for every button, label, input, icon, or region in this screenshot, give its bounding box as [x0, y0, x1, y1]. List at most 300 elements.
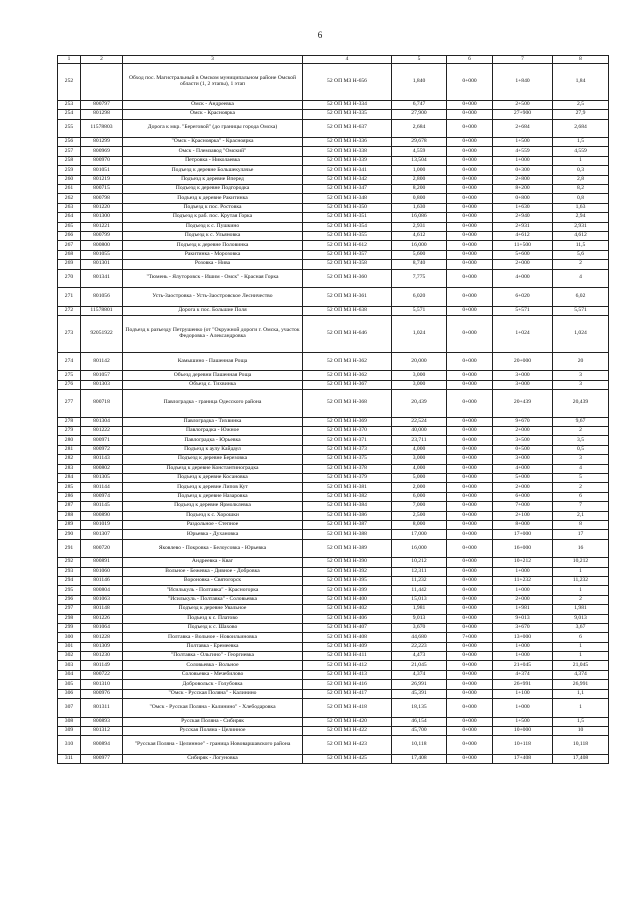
road-name-cell: Камышино - Пашенная Роща	[123, 352, 303, 371]
row-number-cell: 271	[58, 288, 81, 307]
road-code-cell: 52 ОП МЗ Н-348	[303, 194, 392, 203]
road-code-cell: 52 ОП МЗ Н-373	[303, 445, 392, 454]
length-cell: 20,439	[392, 390, 447, 418]
length-cell: 2,800	[392, 175, 447, 184]
row-number-cell: 308	[58, 717, 81, 726]
road-code-cell: 52 ОП МЗ Н-395	[303, 576, 392, 585]
table-row	[58, 222, 609, 231]
end-km-cell: 1+500	[493, 138, 553, 147]
road-name-cell: Русская Поляна - Целинное	[123, 726, 303, 735]
start-km-cell: 0+000	[447, 642, 493, 651]
row-number-cell: 276	[58, 380, 81, 389]
length-cell: 27,900	[392, 110, 447, 119]
start-km-cell: 0+000	[447, 445, 493, 454]
total-km-cell: 1	[553, 652, 609, 661]
road-name-cell: Подъезд к деревне Вперед	[123, 175, 303, 184]
end-km-cell: 2+000	[493, 595, 553, 604]
end-km-cell: 8+000	[493, 520, 553, 529]
end-km-cell: 17+000	[493, 530, 553, 539]
total-km-cell: 6	[553, 633, 609, 642]
length-cell: 18,135	[392, 699, 447, 718]
length-cell: 1,000	[392, 166, 447, 175]
total-km-cell: 3,67	[553, 623, 609, 632]
table-row	[58, 605, 609, 614]
road-code-cell: 52 ОП МЗ Н-638	[303, 306, 392, 315]
table-row	[58, 213, 609, 222]
road-code-cell: 52 ОП МЗ Н-416	[303, 680, 392, 689]
start-km-cell: 0+000	[447, 380, 493, 389]
road-id-cell: 801220	[81, 203, 123, 212]
road-id-cell: 801221	[81, 222, 123, 231]
start-km-cell: 0+000	[447, 464, 493, 473]
length-cell: 17,000	[392, 530, 447, 539]
total-km-cell: 1	[553, 699, 609, 718]
start-km-cell: 0+000	[447, 539, 493, 558]
table-row	[58, 567, 609, 576]
end-km-cell: 1+500	[493, 717, 553, 726]
table-row	[58, 633, 609, 642]
length-cell: 11,442	[392, 586, 447, 595]
start-km-cell: 0+000	[447, 166, 493, 175]
start-km-cell: 0+000	[447, 670, 493, 679]
row-number-cell: 277	[58, 390, 81, 418]
end-km-cell: 4+374	[493, 670, 553, 679]
road-name-cell: Объезд деревни Пашенная Роща	[123, 371, 303, 380]
road-id-cell: 800893	[81, 717, 123, 726]
table-row	[58, 175, 609, 184]
table-row	[58, 539, 609, 558]
start-km-cell: 0+000	[447, 119, 493, 138]
length-cell: 4,612	[392, 231, 447, 240]
length-cell: 8,740	[392, 260, 447, 269]
table-row	[58, 306, 609, 315]
road-name-cell: Юрьевка - Духановка	[123, 530, 303, 539]
row-number-cell: 305	[58, 680, 81, 689]
road-code-cell: 52 ОП МЗ Н-390	[303, 558, 392, 567]
start-km-cell: 0+000	[447, 110, 493, 119]
table-header-row	[58, 56, 609, 64]
total-km-cell: 4	[553, 269, 609, 288]
road-code-cell: 52 ОП МЗ Н-417	[303, 689, 392, 698]
start-km-cell: 0+000	[447, 567, 493, 576]
road-id-cell: 801228	[81, 633, 123, 642]
table-row	[58, 64, 609, 101]
road-id-cell: 801312	[81, 726, 123, 735]
length-cell: 1,024	[392, 315, 447, 352]
start-km-cell: 0+000	[447, 473, 493, 482]
table-row	[58, 530, 609, 539]
road-name-cell: Подъезд к деревне Березовка	[123, 455, 303, 464]
road-code-cell: 52 ОП МЗ Н-389	[303, 539, 392, 558]
road-id-cell: 801230	[81, 652, 123, 661]
table-row	[58, 241, 609, 250]
total-km-cell: 9,013	[553, 614, 609, 623]
road-id-cell: 801341	[81, 269, 123, 288]
road-code-cell: 52 ОП МЗ Н-347	[303, 185, 392, 194]
road-code-cell: 52 ОП МЗ Н-368	[303, 390, 392, 418]
table-row	[58, 736, 609, 755]
road-code-cell: 52 ОП МЗ Н-646	[303, 315, 392, 352]
end-km-cell: 20+439	[493, 390, 553, 418]
road-id-cell: 801299	[81, 138, 123, 147]
end-km-cell: 4+000	[493, 464, 553, 473]
total-km-cell: 3	[553, 455, 609, 464]
total-km-cell: 8,2	[553, 185, 609, 194]
start-km-cell: 0+000	[447, 231, 493, 240]
table-row	[58, 754, 609, 763]
road-code-cell: 52 ОП МЗ Н-387	[303, 520, 392, 529]
total-km-cell: 27,9	[553, 110, 609, 119]
row-number-cell: 259	[58, 166, 81, 175]
row-number-cell: 301	[58, 642, 81, 651]
end-km-cell: 11+500	[493, 241, 553, 250]
row-number-cell: 264	[58, 213, 81, 222]
road-id-cell: 801064	[81, 623, 123, 632]
road-id-cell: 801144	[81, 483, 123, 492]
road-name-cell: Сибиряк - Логуновка	[123, 754, 303, 763]
road-id-cell: 801143	[81, 455, 123, 464]
road-id-cell: 11578801	[81, 306, 123, 315]
start-km-cell: 0+000	[447, 194, 493, 203]
end-km-cell: 9+013	[493, 614, 553, 623]
total-km-cell: 7	[553, 502, 609, 511]
row-number-cell: 279	[58, 427, 81, 436]
end-km-cell: 4+612	[493, 231, 553, 240]
length-cell: 1,840	[392, 64, 447, 101]
table-row	[58, 288, 609, 307]
total-km-cell: 10,212	[553, 558, 609, 567]
table-row	[58, 726, 609, 735]
end-km-cell: 20+000	[493, 352, 553, 371]
total-km-cell: 10	[553, 726, 609, 735]
road-id-cell: 92051922	[81, 315, 123, 352]
end-km-cell: 1+000	[493, 567, 553, 576]
row-number-cell: 283	[58, 464, 81, 473]
table-row	[58, 269, 609, 288]
row-number-cell: 280	[58, 436, 81, 445]
road-name-cell: Подъезд к деревне Подгородка	[123, 185, 303, 194]
start-km-cell: 0+000	[447, 269, 493, 288]
road-name-cell: Подъезд к разъезду Петрушенко (от "Окружной дороги г. Омска, участок Федоровка - Александровка	[123, 315, 303, 352]
length-cell: 6,020	[392, 288, 447, 307]
table-row	[58, 717, 609, 726]
length-cell: 6,000	[392, 492, 447, 501]
end-km-cell: 1+024	[493, 315, 553, 352]
total-km-cell: 11,232	[553, 576, 609, 585]
start-km-cell: 0+000	[447, 260, 493, 269]
road-name-cell: Павлоградка - Юрьевка	[123, 436, 303, 445]
total-km-cell: 4,374	[553, 670, 609, 679]
total-km-cell: 2,5	[553, 100, 609, 109]
start-km-cell: 0+000	[447, 427, 493, 436]
length-cell: 2,684	[392, 119, 447, 138]
length-cell: 2,931	[392, 222, 447, 231]
table-row	[58, 352, 609, 371]
road-id-cell: 801298	[81, 110, 123, 119]
end-km-cell: 10+000	[493, 726, 553, 735]
header-cell: 3	[123, 56, 303, 64]
end-km-cell: 3+500	[493, 436, 553, 445]
total-km-cell: 5	[553, 473, 609, 482]
total-km-cell: 2	[553, 595, 609, 604]
row-number-cell: 285	[58, 483, 81, 492]
start-km-cell: 0+000	[447, 315, 493, 352]
end-km-cell: 13+000	[493, 633, 553, 642]
row-number-cell: 265	[58, 222, 81, 231]
row-number-cell: 256	[58, 138, 81, 147]
road-id-cell: 801305	[81, 473, 123, 482]
table-row	[58, 185, 609, 194]
length-cell: 10,118	[392, 736, 447, 755]
length-cell: 13,504	[392, 156, 447, 165]
end-km-cell: 9+670	[493, 417, 553, 426]
start-km-cell: 0+000	[447, 147, 493, 156]
row-number-cell: 303	[58, 661, 81, 670]
length-cell: 1,981	[392, 605, 447, 614]
start-km-cell: 0+000	[447, 530, 493, 539]
road-id-cell: 801051	[81, 166, 123, 175]
road-name-cell: Подъезд к с. Шахово	[123, 623, 303, 632]
end-km-cell: 5+571	[493, 306, 553, 315]
end-km-cell: 5+000	[493, 473, 553, 482]
road-name-cell: Ракитинка - Морозовка	[123, 250, 303, 259]
table-row	[58, 558, 609, 567]
road-id-cell: 801142	[81, 352, 123, 371]
end-km-cell: 3+000	[493, 455, 553, 464]
table-row	[58, 455, 609, 464]
road-code-cell: 52 ОП МЗ Н-408	[303, 633, 392, 642]
start-km-cell: 0+000	[447, 390, 493, 418]
road-name-cell: Вольное - Бежевка - Дивное - Добровка	[123, 567, 303, 576]
start-km-cell: 0+000	[447, 717, 493, 726]
road-code-cell: 52 ОП МЗ Н-371	[303, 436, 392, 445]
end-km-cell: 3+000	[493, 380, 553, 389]
row-number-cell: 281	[58, 445, 81, 454]
start-km-cell: 0+000	[447, 455, 493, 464]
table-row	[58, 138, 609, 147]
road-name-cell: Петровка - Николаевка	[123, 156, 303, 165]
road-code-cell: 52 ОП МЗ Н-335	[303, 110, 392, 119]
start-km-cell: 0+000	[447, 352, 493, 371]
road-name-cell: Усть-Заостровка - Усть-Заостровское Лесничество	[123, 288, 303, 307]
end-km-cell: 6+020	[493, 288, 553, 307]
table-row	[58, 623, 609, 632]
road-id-cell: 800802	[81, 464, 123, 473]
row-number-cell: 294	[58, 576, 81, 585]
end-km-cell: 2+000	[493, 427, 553, 436]
length-cell: 9,013	[392, 614, 447, 623]
road-name-cell: Подъезд к деревне Ярмолклевка	[123, 502, 303, 511]
total-km-cell: 4,612	[553, 231, 609, 240]
length-cell: 3,000	[392, 455, 447, 464]
header-cell: 2	[81, 56, 123, 64]
table-row	[58, 119, 609, 138]
road-id-cell: 800971	[81, 436, 123, 445]
table-row	[58, 586, 609, 595]
road-id-cell: 800798	[81, 194, 123, 203]
road-id-cell: 801304	[81, 417, 123, 426]
road-name-cell: Розовка - Нива	[123, 260, 303, 269]
road-code-cell: 52 ОП МЗ Н-402	[303, 605, 392, 614]
start-km-cell: 0+000	[447, 576, 493, 585]
row-number-cell: 290	[58, 530, 81, 539]
total-km-cell: 1	[553, 586, 609, 595]
row-number-cell: 293	[58, 567, 81, 576]
length-cell: 3,000	[392, 380, 447, 389]
end-km-cell: 27+900	[493, 110, 553, 119]
road-name-cell: Подъезд к деревне Назаровка	[123, 492, 303, 501]
road-code-cell: 52 ОП МЗ Н-612	[303, 241, 392, 250]
start-km-cell: 0+000	[447, 680, 493, 689]
end-km-cell: 3+670	[493, 623, 553, 632]
start-km-cell: 7+000	[447, 633, 493, 642]
road-name-cell: Омск - Племзавод "Омский"	[123, 147, 303, 156]
start-km-cell: 0+000	[447, 222, 493, 231]
row-number-cell: 284	[58, 473, 81, 482]
total-km-cell: 2,931	[553, 222, 609, 231]
row-number-cell: 270	[58, 269, 81, 288]
road-id-cell: 801019	[81, 520, 123, 529]
road-code-cell: 52 ОП МЗ Н-388	[303, 530, 392, 539]
header-cell: 1	[58, 56, 81, 64]
road-code-cell: 52 ОП МЗ Н-367	[303, 380, 392, 389]
end-km-cell: 8+200	[493, 185, 553, 194]
end-km-cell: 1+100	[493, 689, 553, 698]
end-km-cell: 2+940	[493, 213, 553, 222]
road-code-cell: 52 ОП МЗ Н-384	[303, 502, 392, 511]
header-cell: 6	[447, 56, 493, 64]
total-km-cell: 6,02	[553, 288, 609, 307]
page-number: 6	[317, 30, 323, 40]
total-km-cell: 2	[553, 483, 609, 492]
start-km-cell: 0+000	[447, 614, 493, 623]
road-code-cell: 52 ОП МЗ Н-425	[303, 754, 392, 763]
road-id-cell: 801149	[81, 661, 123, 670]
road-id-cell: 800970	[81, 156, 123, 165]
start-km-cell: 0+000	[447, 138, 493, 147]
total-km-cell: 26,991	[553, 680, 609, 689]
start-km-cell: 0+000	[447, 100, 493, 109]
end-km-cell: 1+000	[493, 652, 553, 661]
road-id-cell: 801145	[81, 502, 123, 511]
header-cell: 5	[392, 56, 447, 64]
start-km-cell: 0+000	[447, 250, 493, 259]
table-row	[58, 156, 609, 165]
length-cell: 4,000	[392, 445, 447, 454]
total-km-cell: 8	[553, 520, 609, 529]
road-code-cell: 52 ОП МЗ Н-392	[303, 567, 392, 576]
road-name-cell: Подъезд к деревне Половинка	[123, 241, 303, 250]
total-km-cell: 3	[553, 380, 609, 389]
start-km-cell: 0+000	[447, 623, 493, 632]
length-cell: 44,680	[392, 633, 447, 642]
road-code-cell: 52 ОП МЗ Н-360	[303, 269, 392, 288]
end-km-cell: 1+630	[493, 203, 553, 212]
road-name-cell: Раздольное - Степное	[123, 520, 303, 529]
length-cell: 22,223	[392, 642, 447, 651]
length-cell: 4,374	[392, 670, 447, 679]
end-km-cell: 4+000	[493, 269, 553, 288]
table-row	[58, 203, 609, 212]
length-cell: 11,232	[392, 576, 447, 585]
header-cell: 7	[493, 56, 553, 64]
row-number-cell: 295	[58, 586, 81, 595]
total-km-cell: 0,8	[553, 194, 609, 203]
start-km-cell: 0+000	[447, 586, 493, 595]
row-number-cell: 307	[58, 699, 81, 718]
road-code-cell: 52 ОП МЗ Н-411	[303, 652, 392, 661]
start-km-cell: 0+000	[447, 306, 493, 315]
total-km-cell: 1	[553, 156, 609, 165]
length-cell: 5,000	[392, 473, 447, 482]
row-number-cell: 253	[58, 100, 81, 109]
table-row	[58, 417, 609, 426]
end-km-cell: 2+684	[493, 119, 553, 138]
start-km-cell: 0+000	[447, 726, 493, 735]
road-name-cell: "Тюмень - Ялуторовск - Ишим - Омск" - Красная Горка	[123, 269, 303, 288]
start-km-cell: 0+000	[447, 492, 493, 501]
table-row	[58, 473, 609, 482]
road-name-cell: Павлоградка - Южное	[123, 427, 303, 436]
length-cell: 20,000	[392, 352, 447, 371]
road-code-cell: 52 ОП МЗ Н-357	[303, 250, 392, 259]
road-code-cell: 52 ОП МЗ Н-341	[303, 166, 392, 175]
road-id-cell: 801063	[81, 595, 123, 604]
row-number-cell: 289	[58, 520, 81, 529]
end-km-cell: 4+559	[493, 147, 553, 156]
total-km-cell: 20	[553, 352, 609, 371]
length-cell: 21,045	[392, 661, 447, 670]
road-id-cell: 801146	[81, 576, 123, 585]
row-number-cell: 275	[58, 371, 81, 380]
roads-table	[57, 55, 609, 764]
road-code-cell: 52 ОП МЗ Н-422	[303, 726, 392, 735]
total-km-cell: 2	[553, 260, 609, 269]
road-code-cell: 52 ОП МЗ Н-369	[303, 417, 392, 426]
end-km-cell: 1+000	[493, 156, 553, 165]
road-name-cell: Подъезд к аулу Кайдаул	[123, 445, 303, 454]
start-km-cell: 0+000	[447, 241, 493, 250]
table-row	[58, 511, 609, 520]
start-km-cell: 0+000	[447, 371, 493, 380]
end-km-cell: 26+991	[493, 680, 553, 689]
length-cell: 4,473	[392, 652, 447, 661]
road-code-cell: 52 ОП МЗ Н-378	[303, 464, 392, 473]
length-cell: 40,000	[392, 427, 447, 436]
total-km-cell: 1,5	[553, 138, 609, 147]
table-row	[58, 699, 609, 718]
road-name-cell: Подъезд к деревне Ракитинка	[123, 194, 303, 203]
length-cell: 16,000	[392, 241, 447, 250]
road-code-cell: 52 ОП МЗ Н-420	[303, 717, 392, 726]
road-code-cell: 52 ОП МЗ Н-339	[303, 156, 392, 165]
road-id-cell: 800722	[81, 670, 123, 679]
end-km-cell: 6+000	[493, 492, 553, 501]
road-name-cell: Добровольск - Голубовка	[123, 680, 303, 689]
length-cell: 7,000	[392, 502, 447, 511]
road-code-cell: 52 ОП МЗ Н-637	[303, 119, 392, 138]
road-id-cell: 800976	[81, 689, 123, 698]
row-number-cell: 274	[58, 352, 81, 371]
total-km-cell: 2	[553, 427, 609, 436]
length-cell: 45,391	[392, 689, 447, 698]
total-km-cell: 6	[553, 492, 609, 501]
road-code-cell: 52 ОП МЗ Н-362	[303, 371, 392, 380]
table-row	[58, 595, 609, 604]
table-row	[58, 614, 609, 623]
row-number-cell: 272	[58, 306, 81, 315]
road-code-cell: 52 ОП МЗ Н-336	[303, 138, 392, 147]
